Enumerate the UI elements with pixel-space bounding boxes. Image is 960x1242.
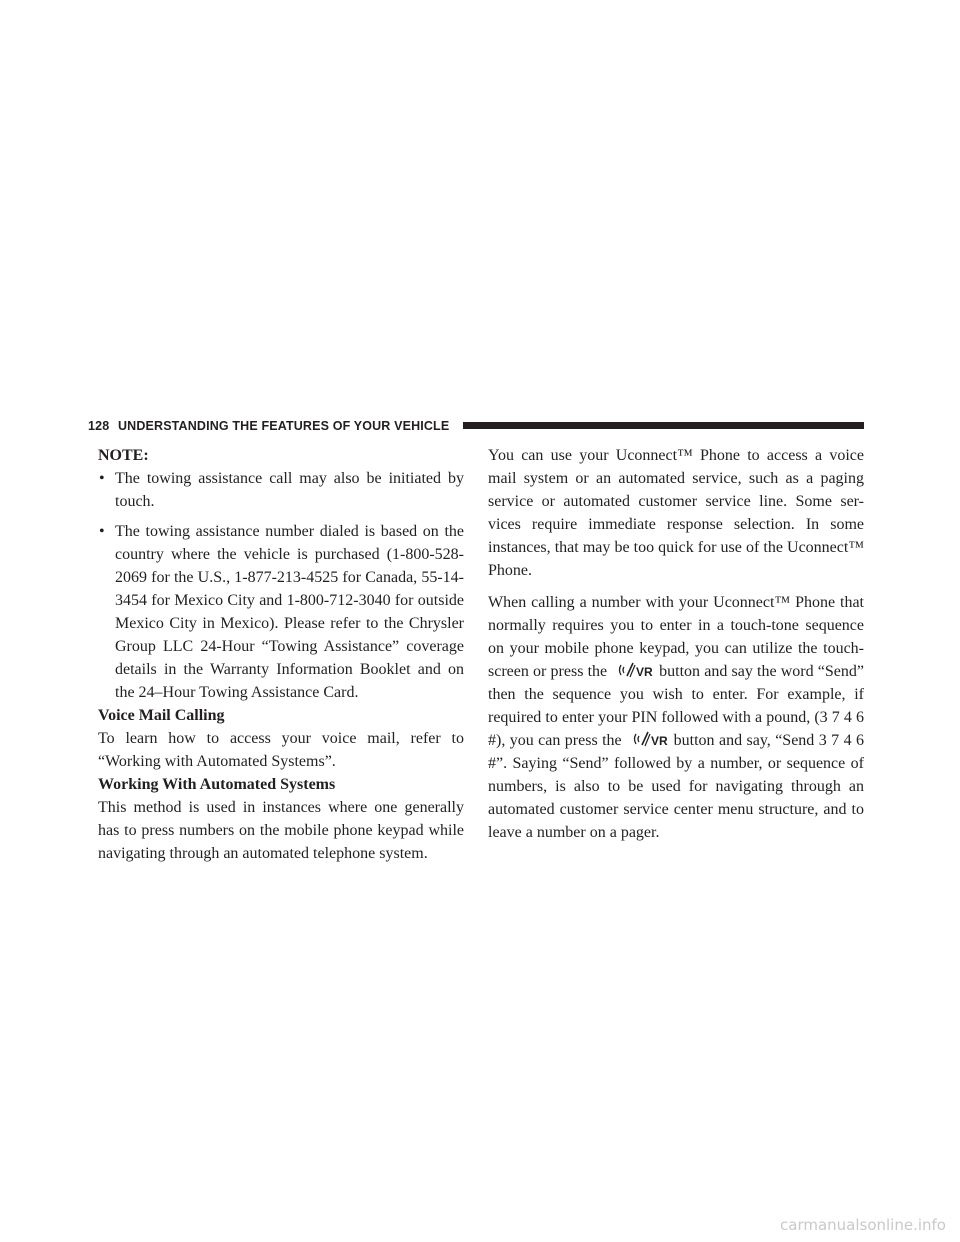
page-header — [88, 416, 864, 436]
voice-recognition-icon — [632, 730, 670, 748]
right-column — [488, 444, 864, 844]
touch-tone-paragraph — [488, 591, 864, 844]
header-rule — [463, 422, 864, 429]
note-item-text: The towing assistance call may also be initiated by touch. — [115, 470, 464, 510]
note-list — [98, 467, 464, 704]
vr-icon-label: VR — [650, 734, 668, 748]
note-item — [98, 467, 464, 513]
note-item — [98, 520, 464, 704]
touch-tone-text-c: button and say, “Send 3 7 4 6 #”. Saying “Send” followed by a number, or sequence of numbers, is also to be used for navigating through an automated customer service center menu structure, and to leave a number on a pager. — [488, 732, 864, 841]
voice-recognition-icon — [617, 661, 655, 679]
left-column — [98, 444, 464, 865]
bullet-icon: • — [99, 523, 105, 540]
bullet-icon: • — [99, 470, 105, 487]
voice-mail-text: To learn how to access your voice mail, refer to “Working with Automated Systems”. — [98, 730, 464, 770]
note-label: NOTE: — [98, 447, 149, 464]
vr-icon-label: VR — [636, 665, 653, 679]
uconnect-paragraph: You can use your Uconnect™ Phone to access a voice mail system or an automated service, such as a paging service or automated customer service line. Some ser-vices require immediate response selection. In some instances, that may be too quick for use of the Uconnect™ Phone. — [488, 447, 864, 579]
touch-tone-text-b: button and say the word “Send” then the sequence you wish to enter. For example, if required to enter your PIN followed with a pound, (3 7 4 6 #), you can press the — [488, 663, 864, 749]
watermark: carmanualsonline.info — [780, 1216, 946, 1234]
page-number: 128 — [88, 419, 110, 433]
section-title: UNDERSTANDING THE FEATURES OF YOUR VEHICLE — [118, 419, 450, 433]
automated-systems-heading: Working With Automated Systems — [98, 776, 336, 793]
touch-tone-text-a: When calling a number with your Uconnect™ Phone that normally requires you to enter in a touch-tone sequence on your mobile phone keypad, you can utilize the touch-screen or press the — [488, 594, 864, 680]
voice-mail-heading: Voice Mail Calling — [98, 707, 225, 724]
automated-systems-text: This method is used in instances where one generally has to press numbers on the mobile phone keypad while navigating through an automated telephone system. — [98, 799, 464, 862]
note-item-text: The towing assistance number dialed is based on the country where the vehicle is purchased (1-800-528-2069 for the U.S., 1-877-213-4525 for Canada, 55-14-3454 for Mexico City and 1-800-712-3040 for outside Mexico City in Mexico). Please refer to the Chrysler Group LLC 24-Hour “Towing Assistance” coverage details in the Warranty Information Booklet and on the 24–Hour Towing Assistance Card. — [115, 523, 464, 701]
